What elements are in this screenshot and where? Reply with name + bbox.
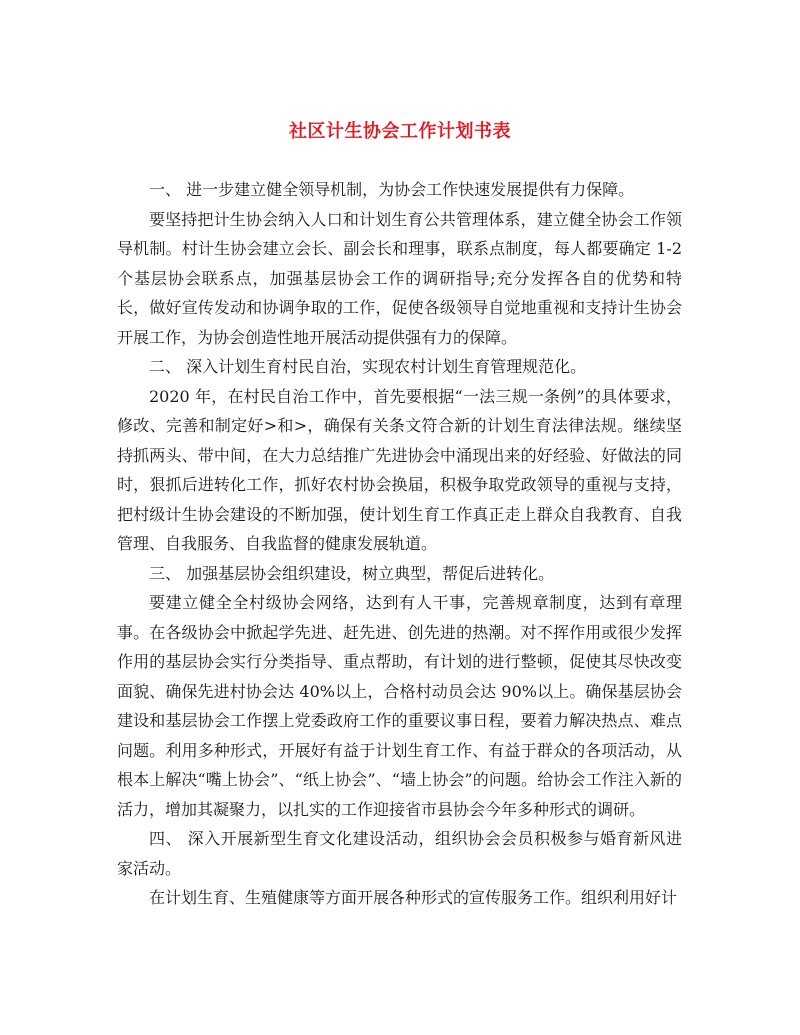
paragraph-3: 要建立健全全村级协会网络，达到有人干事，完善规章制度，达到有章理事。在各级协会中掀起学先进、赶先进、创先进的热潮。对不挥作用或很少发挥作用的基层协会实行分类指导、重点帮助，有计划的进行整顿，促使其尽快改变面貌、确保先进村协会达 40%以上，合格村动员会达 90%以上。确保基层协会建设和基层协会工作摆上党委政府工作的重要议事日程，要着力解决热点、难点问题。利用多种形式，开展好有益于计划生育工作、有益于群众的各项活动，从根本上解决“嘴上协会”、“纸上协会”、“墙上协会”的问题。给协会工作注入新的活力，增加其凝聚力，以扎实的工作迎接省市县协会今年多种形式的调研。 xyxy=(117,593,682,819)
paragraph-4: 在计划生育、生殖健康等方面开展各种形式的宣传服务工作。组织利用好计 xyxy=(149,888,678,907)
paragraph-1: 要坚持把计生协会纳入人口和计划生育公共管理体系，建立健全协会工作领导机制。村计生协会建立会长、副会长和理事，联系点制度，每人都要确定 1-2 个基层协会联系点，加强基层协会工作的调研指导;充分发挥各自的优势和特长，做好宣传发动和协调争取的工作，促使各级领导自觉地重视和支持计生协会开展工作，为协会创造性地开展活动提供强有力的保障。 xyxy=(117,209,682,347)
document-body xyxy=(117,175,682,913)
section-heading-3: 三、 加强基层协会组织建设，树立典型，帮促后进转化。 xyxy=(149,563,555,583)
section-heading-1: 一、 进一步建立健全领导机制，为协会工作快速发展提供有力保障。 xyxy=(149,180,635,199)
section-heading-4: 四、 深入开展新型生育文化建设活动，组织协会会员积极参与婚育新风进家活动。 xyxy=(117,829,682,878)
document-title: 社区计生协会工作计划书表 xyxy=(289,121,511,142)
paragraph-2: 2020 年，在村民自治工作中，首先要根据“一法三规一条例”的具体要求，修改、完善和制定好>和>，确保有关条文符合新的计划生育法律法规。继续坚持抓两头、带中间，在大力总结推广先进协会中涌现出来的好经验、好做法的同时，狠抓后进转化工作，抓好农村协会换届，积极争取党政领导的重视与支持，把村级计生协会建设的不断加强，使计划生育工作真正走上群众自我教育、自我管理、自我服务、自我监督的健康发展轨道。 xyxy=(117,386,682,553)
section-heading-2: 二、 深入计划生育村民自治，实现农村计划生育管理规范化。 xyxy=(149,357,587,376)
